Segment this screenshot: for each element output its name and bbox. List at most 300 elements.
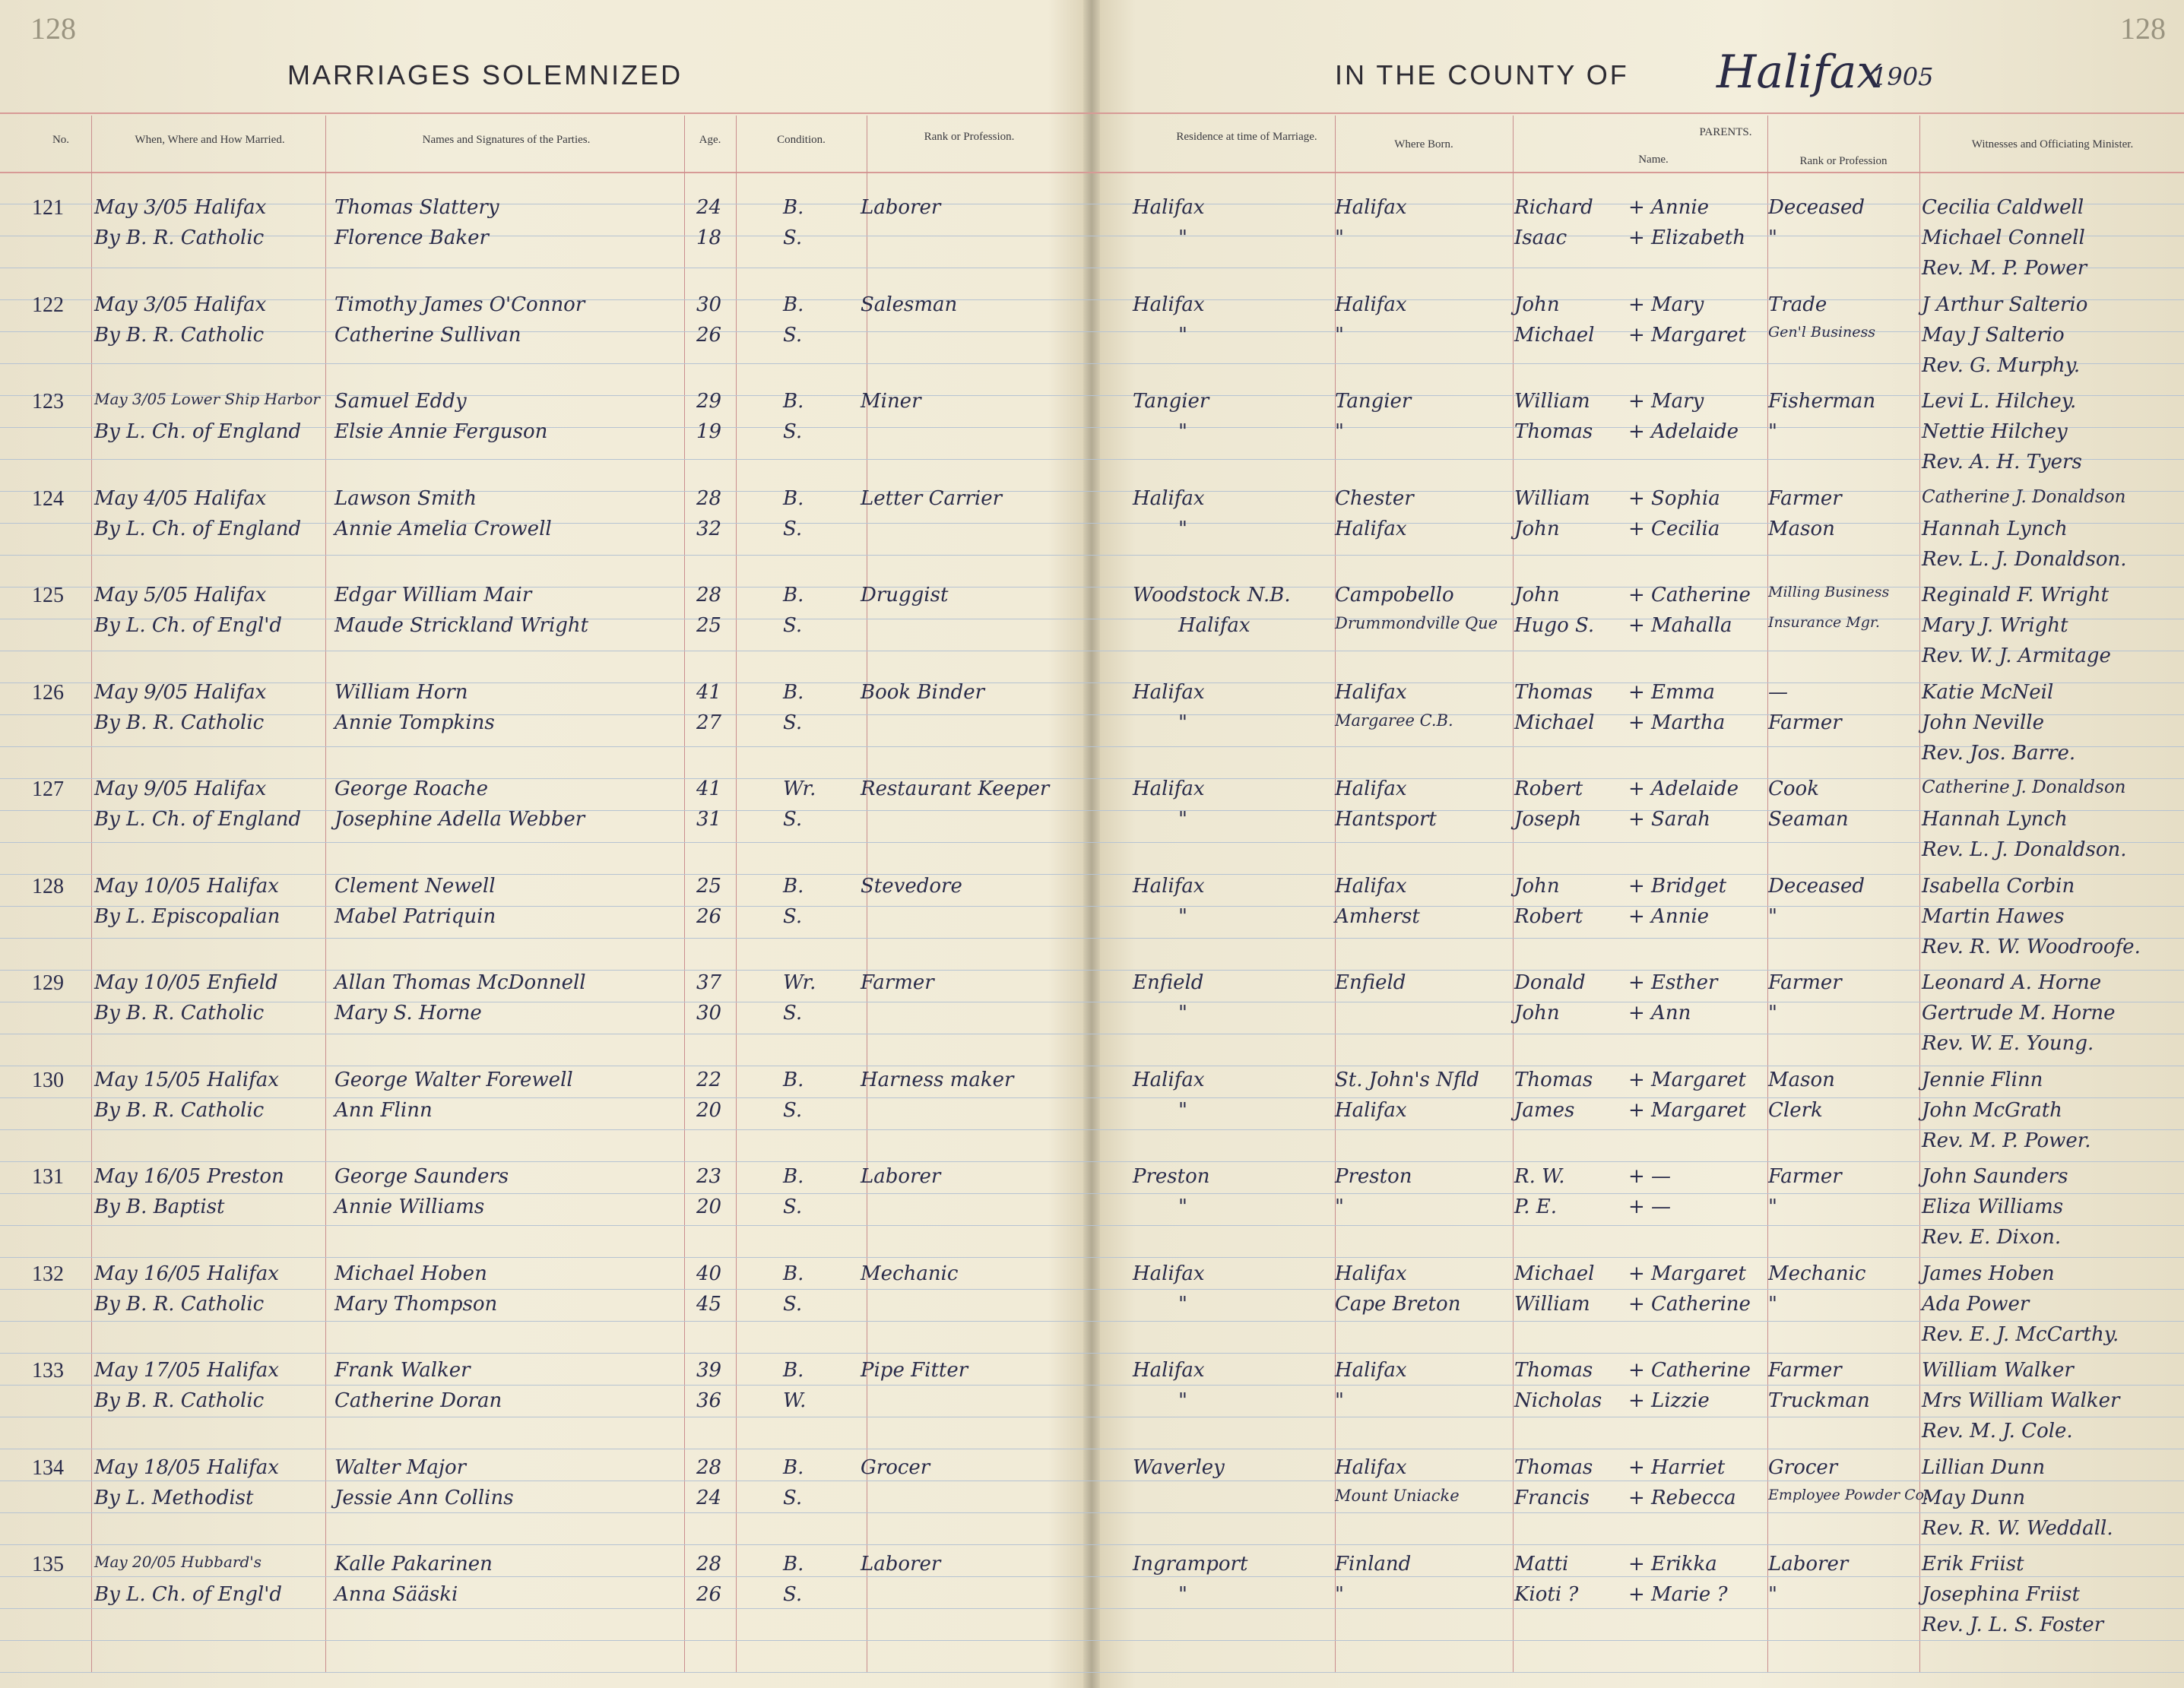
entry-groom-parent-rank: Cook [1768, 777, 1819, 800]
entry-minister: Rev. E. Dixon. [1922, 1226, 2062, 1249]
entry-groom-age: 40 [696, 1262, 722, 1285]
entry-groom-residence: Halifax [1133, 680, 1205, 704]
ruled-line [0, 1672, 2184, 1673]
column-header-witnesses: Witnesses and Officiating Minister. [1971, 138, 2134, 150]
column-header-names: Names and Signatures of the Parties. [422, 134, 591, 146]
entry-bride-condition: S. [783, 904, 803, 928]
entry-number: 123 [32, 390, 64, 413]
entry-groom-residence: Halifax [1133, 1262, 1205, 1285]
entry-witness-1: Catherine J. Donaldson [1922, 777, 2126, 797]
entry-bride-condition: S. [783, 614, 803, 637]
entry-groom-residence: Waverley [1133, 1455, 1225, 1479]
entry-bride: Anna Sääski [334, 1583, 458, 1606]
entry-groom-father: Thomas [1514, 680, 1593, 704]
column-rule [684, 116, 685, 1673]
entry-groom-father: Michael [1514, 1262, 1595, 1285]
entry-number: 132 [32, 1262, 64, 1286]
entry-groom-rank: Restaurant Keeper [861, 777, 1050, 800]
entry-bride-birthplace: " [1335, 420, 1344, 443]
entry-number: 135 [32, 1553, 64, 1576]
entry-groom-parent-rank: Farmer [1768, 1165, 1842, 1188]
entry-date-place: May 3/05 Halifax [94, 293, 267, 316]
entry-groom: Frank Walker [334, 1359, 471, 1382]
entry-witness-1: Catherine J. Donaldson [1922, 486, 2126, 507]
entry-groom-father: Donald [1514, 971, 1586, 994]
ruled-line [0, 1353, 2184, 1354]
entry-groom-age: 23 [696, 1165, 722, 1188]
entry-bride-age: 24 [696, 1486, 722, 1509]
ruled-line [0, 523, 2184, 524]
entry-bride-residence: " [1178, 517, 1187, 540]
entry-number: 125 [32, 584, 64, 607]
entry-bride-condition: S. [783, 517, 803, 540]
entry-number: 133 [32, 1359, 64, 1382]
entry-groom-birthplace: Preston [1335, 1165, 1412, 1188]
entry-groom-age: 22 [696, 1068, 722, 1091]
header-rule-top [0, 112, 2184, 114]
entry-bride-birthplace: " [1335, 1583, 1344, 1606]
entry-groom-age: 25 [696, 874, 722, 898]
entry-groom-parent-rank: Farmer [1768, 486, 1842, 510]
entry-bride: Ann Flinn [334, 1098, 433, 1122]
entry-minister: Rev. W. E. Young. [1922, 1032, 2094, 1055]
ruled-line [0, 491, 2184, 492]
book-gutter [1083, 0, 1100, 1688]
entry-bride-age: 20 [696, 1196, 722, 1218]
entry-bride-birthplace: " [1335, 1389, 1344, 1412]
entry-denomination: By B. R. Catholic [94, 323, 265, 347]
entry-groom: Walter Major [334, 1455, 467, 1479]
entry-groom-residence: Enfield [1133, 971, 1204, 994]
entry-bride-father: Kioti ? [1514, 1583, 1579, 1606]
entry-groom-age: 28 [696, 486, 722, 510]
ruled-line [0, 778, 2184, 779]
entry-groom-birthplace: Enfield [1335, 971, 1406, 994]
column-header-born: Where Born. [1394, 138, 1453, 150]
entry-denomination: By L. Ch. of England [94, 420, 302, 443]
entry-groom-age: 24 [696, 196, 722, 219]
entry-denomination: By B. Baptist [94, 1196, 225, 1218]
entry-bride-mother: + — [1628, 1196, 1672, 1218]
entry-witness-1: J Arthur Salterio [1922, 293, 2088, 316]
entry-bride-mother: + Margaret [1628, 1098, 1747, 1122]
entry-witness-2: Martin Hawes [1922, 904, 2065, 928]
entry-bride-age: 32 [696, 517, 722, 540]
entry-bride-birthplace: Hantsport [1335, 808, 1437, 831]
entry-minister: Rev. L. J. Donaldson. [1922, 547, 2127, 571]
entry-groom-parent-rank: Farmer [1768, 1359, 1842, 1382]
entry-bride-father: Michael [1514, 711, 1595, 734]
entry-groom-residence: Halifax [1133, 196, 1205, 219]
entry-bride-father: William [1514, 1292, 1590, 1316]
entry-bride-residence: " [1178, 808, 1187, 831]
entry-witness-2: Mary J. Wright [1922, 614, 2068, 637]
entry-groom-mother: + Catherine [1628, 1359, 1751, 1382]
entry-witness-1: Reginald F. Wright [1922, 584, 2110, 606]
entry-groom-mother: + Sophia [1628, 486, 1720, 510]
entry-witness-2: Nettie Hilchey [1922, 420, 2068, 443]
ruled-line [0, 427, 2184, 428]
entry-groom: Allan Thomas McDonnell [334, 971, 586, 994]
entry-witness-1: James Hoben [1922, 1262, 2055, 1285]
entry-groom: George Saunders [334, 1165, 509, 1188]
entry-groom: William Horn [334, 680, 468, 704]
entry-date-place: May 15/05 Halifax [94, 1068, 279, 1091]
entry-groom-condition: B. [783, 1068, 804, 1091]
ruled-line [0, 746, 2184, 747]
entry-groom-residence: Tangier [1133, 390, 1209, 413]
county-name: Halifax [1716, 46, 1883, 99]
entry-witness-1: Levi L. Hilchey. [1922, 390, 2077, 413]
entry-bride: Catherine Doran [334, 1389, 502, 1412]
entry-bride: Florence Baker [334, 226, 489, 249]
entry-bride-father: Isaac [1514, 226, 1567, 249]
entry-bride-birthplace: " [1335, 226, 1344, 249]
entry-denomination: By L. Ch. of Engl'd [94, 1583, 283, 1606]
entry-groom-mother: + Margaret [1628, 1262, 1747, 1285]
entry-groom-rank: Grocer [861, 1455, 930, 1479]
entry-bride-age: 36 [696, 1389, 722, 1412]
column-header-rank: Rank or Profession. [924, 131, 1015, 143]
entry-date-place: May 9/05 Halifax [94, 777, 267, 800]
entry-denomination: By L. Ch. of England [94, 517, 302, 540]
entry-witness-1: Erik Friist [1922, 1553, 2024, 1576]
entry-denomination: By B. R. Catholic [94, 1098, 265, 1122]
entry-groom-condition: B. [783, 1165, 804, 1188]
entry-bride-age: 26 [696, 323, 722, 347]
column-header-condition: Condition. [777, 134, 826, 146]
entry-groom-rank: Letter Carrier [861, 486, 1003, 510]
entry-groom-age: 30 [696, 293, 722, 316]
column-header-age: Age. [699, 134, 721, 146]
entry-bride-parent-rank: " [1768, 1002, 1777, 1025]
entry-groom-condition: B. [783, 1262, 804, 1285]
entry-number: 130 [32, 1068, 64, 1092]
entry-groom-mother: + Mary [1628, 390, 1704, 413]
entry-bride-parent-rank: " [1768, 1292, 1777, 1316]
entry-groom-residence: Preston [1133, 1165, 1210, 1188]
entry-date-place: May 18/05 Halifax [94, 1455, 279, 1479]
ruled-line [0, 1385, 2184, 1386]
entry-groom-residence: Woodstock N.B. [1133, 584, 1291, 606]
entry-date-place: May 3/05 Halifax [94, 196, 267, 219]
ruled-line [0, 682, 2184, 683]
entry-witness-2: Josephina Friist [1922, 1583, 2080, 1606]
entry-groom-father: Thomas [1514, 1455, 1593, 1479]
entry-bride-mother: + Sarah [1628, 808, 1711, 831]
page-title-left: MARRIAGES SOLEMNIZED [287, 59, 683, 90]
entry-bride-age: 26 [696, 1583, 722, 1606]
entry-groom-father: William [1514, 390, 1590, 413]
entry-groom-parent-rank: Deceased [1768, 196, 1865, 219]
entry-number: 134 [32, 1455, 64, 1480]
entry-bride-parent-rank: Farmer [1768, 711, 1842, 734]
entry-number: 128 [32, 874, 64, 898]
entry-witness-2: Michael Connell [1922, 226, 2085, 249]
entry-bride-parent-rank: Seaman [1768, 808, 1849, 831]
entry-groom: Samuel Eddy [334, 390, 467, 413]
entry-minister: Rev. M. P. Power. [1922, 1129, 2091, 1152]
entry-witness-1: John Saunders [1922, 1165, 2068, 1188]
entry-witness-1: William Walker [1922, 1359, 2074, 1382]
entry-groom-condition: B. [783, 1455, 804, 1479]
entry-bride: Annie Amelia Crowell [334, 517, 552, 540]
entry-groom-father: John [1514, 293, 1560, 316]
entry-groom-father: Robert [1514, 777, 1583, 800]
entry-bride-condition: S. [783, 1486, 803, 1509]
column-rule [1513, 116, 1514, 1673]
entry-bride: Mary Thompson [334, 1292, 498, 1316]
entry-date-place: May 17/05 Halifax [94, 1359, 279, 1382]
ruled-line [0, 906, 2184, 907]
entry-minister: Rev. M. J. Cole. [1922, 1420, 2073, 1443]
entry-bride-parent-rank: " [1768, 226, 1777, 249]
entry-groom-birthplace: Halifax [1335, 1359, 1407, 1382]
entry-bride-mother: + Elizabeth [1628, 226, 1746, 249]
entry-bride-parent-rank: Mason [1768, 517, 1835, 540]
entry-bride-residence: " [1178, 1196, 1187, 1218]
entry-groom-parent-rank: Grocer [1768, 1455, 1838, 1479]
entry-date-place: May 4/05 Halifax [94, 486, 267, 510]
entry-bride-birthplace: Margaree C.B. [1335, 711, 1453, 730]
entry-bride-age: 30 [696, 1002, 722, 1025]
entry-groom-parent-rank: Fisherman [1768, 390, 1876, 413]
entry-number: 127 [32, 777, 64, 801]
entry-groom-birthplace: Tangier [1335, 390, 1412, 413]
entry-minister: Rev. E. J. McCarthy. [1922, 1322, 2119, 1346]
entry-bride-condition: S. [783, 1002, 803, 1025]
entry-bride-mother: + Ann [1628, 1002, 1691, 1025]
entry-bride-parent-rank: Gen'l Business [1768, 323, 1876, 340]
entry-number: 122 [32, 293, 64, 317]
entry-minister: Rev. G. Murphy. [1922, 353, 2081, 377]
entry-witness-2: May J Salterio [1922, 323, 2065, 347]
column-rule [1919, 116, 1920, 1673]
entry-bride-residence: " [1178, 904, 1187, 928]
entry-groom-birthplace: Halifax [1335, 874, 1407, 898]
entry-witness-2: Mrs William Walker [1922, 1389, 2120, 1412]
entry-date-place: May 16/05 Halifax [94, 1262, 279, 1285]
entry-groom-residence: Halifax [1133, 1359, 1205, 1382]
entry-witness-1: Cecilia Caldwell [1922, 196, 2084, 219]
entry-date-place: May 10/05 Halifax [94, 874, 279, 898]
entry-date-place: May 20/05 Hubbard's [94, 1553, 262, 1571]
entry-bride-parent-rank: Employee Powder Co. [1768, 1486, 1929, 1503]
entry-groom-mother: + Catherine [1628, 584, 1751, 606]
entry-bride-father: Francis [1514, 1486, 1590, 1509]
entry-groom-rank: Pipe Fitter [861, 1359, 968, 1382]
column-header-when: When, Where and How Married. [135, 134, 285, 146]
entry-bride-condition: S. [783, 1196, 803, 1218]
entry-groom-parent-rank: Trade [1768, 293, 1827, 316]
entry-groom-residence: Halifax [1133, 486, 1205, 510]
entry-bride-age: 31 [696, 808, 722, 831]
entry-groom: Clement Newell [334, 874, 496, 898]
ruled-line [0, 1576, 2184, 1577]
entry-bride-condition: S. [783, 808, 803, 831]
entry-groom-birthplace: Halifax [1335, 1455, 1407, 1479]
entry-groom-birthplace: Campobello [1335, 584, 1454, 606]
column-header-no: No. [52, 134, 70, 146]
entry-bride-residence: " [1178, 1002, 1187, 1025]
entry-bride-condition: S. [783, 1583, 803, 1606]
entry-number: 121 [32, 196, 64, 220]
entry-groom-rank: Laborer [861, 196, 941, 219]
entry-bride-birthplace: Drummondville Que [1335, 614, 1498, 632]
entry-groom-condition: B. [783, 1359, 804, 1382]
entry-groom-birthplace: Chester [1335, 486, 1414, 510]
entry-witness-1: Isabella Corbin [1922, 874, 2075, 898]
entry-groom-condition: B. [783, 293, 804, 316]
entry-groom: Thomas Slattery [334, 196, 499, 219]
ruled-line [0, 842, 2184, 843]
entry-groom-rank: Laborer [861, 1165, 941, 1188]
entry-date-place: May 3/05 Lower Ship Harbor [94, 390, 320, 408]
entry-bride-age: 26 [696, 904, 722, 928]
entry-bride-mother: + Mahalla [1628, 614, 1732, 637]
entry-groom-condition: B. [783, 584, 804, 606]
entry-bride-parent-rank: " [1768, 420, 1777, 443]
entry-bride-birthplace: Halifax [1335, 1098, 1407, 1122]
entry-number: 131 [32, 1165, 64, 1189]
entry-bride-residence: " [1178, 420, 1187, 443]
entry-witness-2: Eliza Williams [1922, 1196, 2064, 1218]
ruled-line [0, 1321, 2184, 1322]
entry-groom-parent-rank: Mechanic [1768, 1262, 1866, 1285]
entry-groom-parent-rank: Deceased [1768, 874, 1865, 898]
entry-groom-rank: Stevedore [861, 874, 962, 898]
entry-bride-age: 25 [696, 614, 722, 637]
entry-groom-birthplace: Halifax [1335, 680, 1407, 704]
entry-groom-age: 39 [696, 1359, 722, 1382]
entry-groom-birthplace: Halifax [1335, 196, 1407, 219]
entry-bride-father: Hugo S. [1514, 614, 1595, 637]
entry-date-place: May 9/05 Halifax [94, 680, 267, 704]
entry-bride: Jessie Ann Collins [334, 1486, 514, 1509]
entry-bride-parent-rank: Insurance Mgr. [1768, 614, 1880, 631]
entry-bride-parent-rank: Truckman [1768, 1389, 1870, 1412]
entry-denomination: By L. Ch. of Engl'd [94, 614, 283, 637]
page-number-right: 128 [2120, 11, 2166, 46]
entry-groom: George Walter Forewell [334, 1068, 573, 1091]
entry-groom-rank: Salesman [861, 293, 958, 316]
entry-minister: Rev. W. J. Armitage [1922, 644, 2111, 667]
entry-bride: Josephine Adella Webber [334, 808, 585, 831]
ruled-line [0, 938, 2184, 939]
entry-date-place: May 5/05 Halifax [94, 584, 267, 606]
column-rule [325, 116, 326, 1673]
entry-bride-parent-rank: Clerk [1768, 1098, 1823, 1122]
entry-groom-mother: + Mary [1628, 293, 1704, 316]
entry-groom: Lawson Smith [334, 486, 477, 510]
entry-groom-mother: + Erikka [1628, 1553, 1717, 1576]
entry-groom-mother: + Bridget [1628, 874, 1727, 898]
entry-bride-father: John [1514, 517, 1560, 540]
entry-number: 129 [32, 971, 64, 995]
entry-groom-residence: Halifax [1133, 874, 1205, 898]
entry-groom-mother: + — [1628, 1165, 1672, 1188]
header-rule-bottom [0, 172, 2184, 173]
page-number-left: 128 [30, 11, 76, 46]
column-header-parents: PARENTS. [1699, 126, 1752, 138]
entry-groom: Michael Hoben [334, 1262, 487, 1285]
entry-bride: Catherine Sullivan [334, 323, 521, 347]
entry-groom-age: 29 [696, 390, 722, 413]
entry-groom-parent-rank: Milling Business [1768, 584, 1890, 600]
entry-bride-father: Nicholas [1514, 1389, 1602, 1412]
entry-bride: Mary S. Horne [334, 1002, 482, 1025]
entry-bride: Mabel Patriquin [334, 904, 496, 928]
entry-bride-father: Thomas [1514, 420, 1593, 443]
entry-groom-residence: Halifax [1133, 1068, 1205, 1091]
entry-groom-rank: Mechanic [861, 1262, 959, 1285]
entry-bride-residence: " [1178, 1098, 1187, 1122]
entry-number: 124 [32, 486, 64, 511]
ruled-line [0, 1640, 2184, 1641]
entry-bride-father: James [1514, 1098, 1575, 1122]
entry-bride-birthplace: Mount Uniacke [1335, 1486, 1460, 1505]
ruled-line [0, 1129, 2184, 1130]
entry-groom-father: John [1514, 584, 1560, 606]
entry-groom: Kalle Pakarinen [334, 1553, 493, 1576]
ruled-line [0, 1289, 2184, 1290]
entry-groom-rank: Book Binder [861, 680, 985, 704]
entry-bride-age: 19 [696, 420, 722, 443]
entry-bride-birthplace: Cape Breton [1335, 1292, 1461, 1316]
ruled-line [0, 810, 2184, 811]
entry-denomination: By L. Ch. of England [94, 808, 302, 831]
entry-denomination: By B. R. Catholic [94, 226, 265, 249]
entry-groom-rank: Laborer [861, 1553, 941, 1576]
entry-denomination: By B. R. Catholic [94, 1389, 265, 1412]
ruled-line [0, 1257, 2184, 1258]
entry-bride-condition: S. [783, 420, 803, 443]
ruled-line [0, 1161, 2184, 1162]
entry-witness-1: Lillian Dunn [1922, 1455, 2046, 1479]
entry-bride-condition: S. [783, 711, 803, 734]
entry-bride-condition: S. [783, 226, 803, 249]
entry-groom-age: 41 [696, 777, 722, 800]
entry-groom-condition: B. [783, 1553, 804, 1576]
entry-bride-condition: S. [783, 1292, 803, 1316]
entry-groom-birthplace: St. John's Nfld [1335, 1068, 1479, 1091]
entry-groom-condition: B. [783, 874, 804, 898]
entry-bride-residence: " [1178, 226, 1187, 249]
entry-groom-age: 37 [696, 971, 722, 994]
entry-witness-2: Gertrude M. Horne [1922, 1002, 2116, 1025]
entry-witness-1: Leonard A. Horne [1922, 971, 2102, 994]
entry-minister: Rev. J. L. S. Foster [1922, 1614, 2104, 1636]
entry-groom-condition: Wr. [783, 777, 816, 800]
entry-bride-age: 18 [696, 226, 722, 249]
entry-groom-father: Matti [1514, 1553, 1569, 1576]
entry-groom-residence: Halifax [1133, 293, 1205, 316]
entry-minister: Rev. L. J. Donaldson. [1922, 838, 2127, 861]
column-header-parent-rank: Rank or Profession [1799, 155, 1888, 167]
entry-bride: Annie Tompkins [334, 711, 495, 734]
entry-bride-mother: + Catherine [1628, 1292, 1751, 1316]
entry-witness-2: Hannah Lynch [1922, 517, 2068, 540]
entry-groom-birthplace: Finland [1335, 1553, 1412, 1576]
entry-groom: Edgar William Mair [334, 584, 532, 606]
entry-groom-mother: + Esther [1628, 971, 1718, 994]
entry-bride-mother: + Marie ? [1628, 1583, 1728, 1606]
entry-bride-mother: + Adelaide [1628, 420, 1739, 443]
entry-bride-birthplace: Halifax [1335, 517, 1407, 540]
entry-groom-father: John [1514, 874, 1560, 898]
entry-witness-2: May Dunn [1922, 1486, 2026, 1509]
ruled-line [0, 1097, 2184, 1098]
